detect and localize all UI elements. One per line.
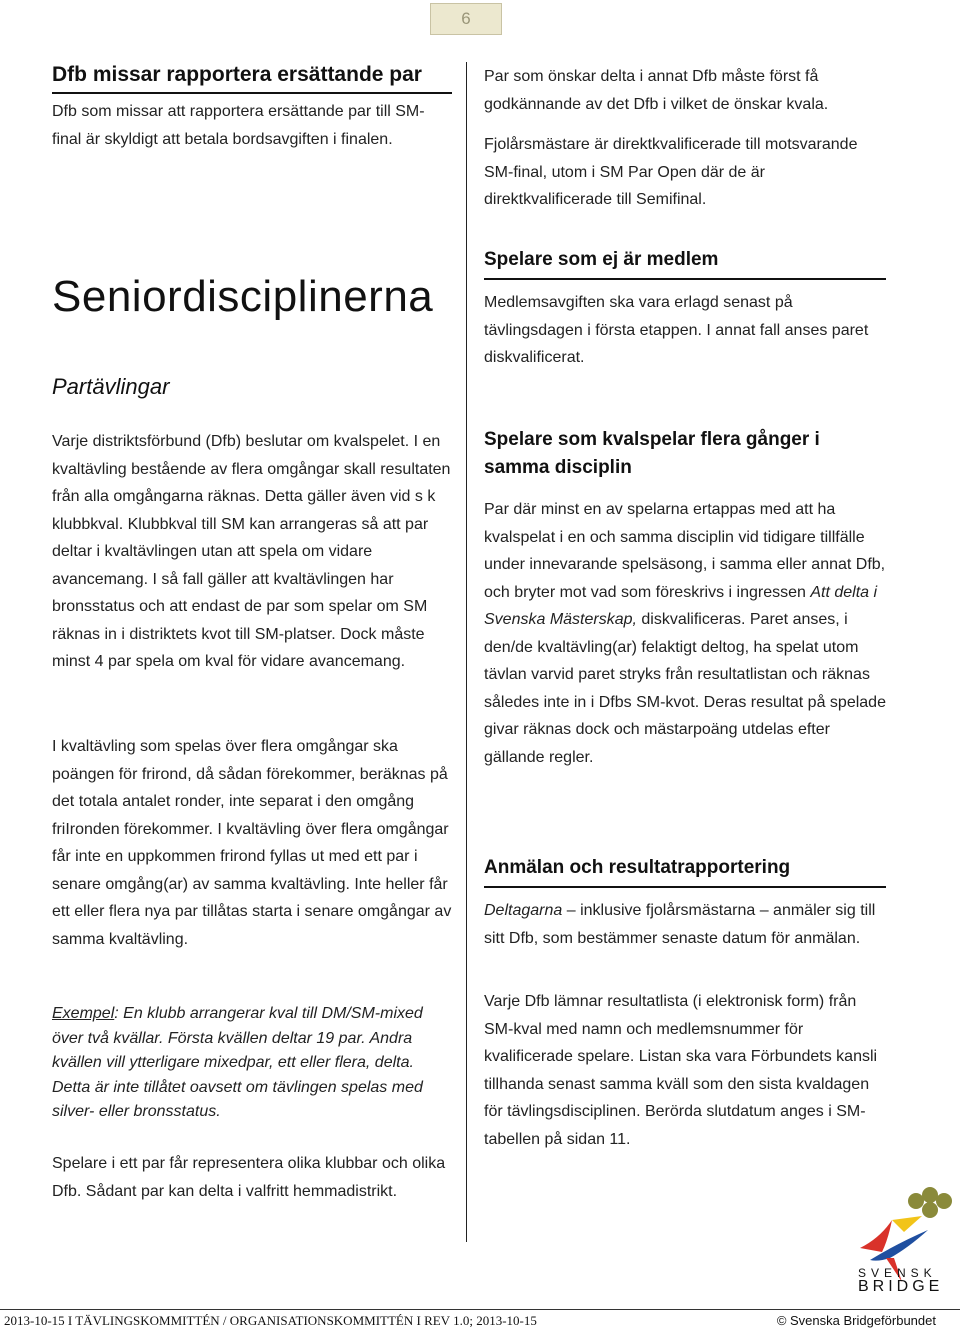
- example-text: : En klubb arrangerar kval till DM/SM-mixed över två kvällar. Första kvällen deltar 19 par. Andra kvällen vill ytterligare mixedpar, ett eller flera, delta. Detta är inte tillåtet oavsett om tävlingen spelas med silver- eller bronsstatus.: [52, 1005, 423, 1120]
- example-paragraph: [52, 1002, 444, 1125]
- logo-line-svensk: SVENSK: [858, 1266, 937, 1280]
- example-label: Exempel: [52, 1005, 115, 1022]
- paragraph-medlemsavgift: Medlemsavgiften ska vara erlagd senast på tävlingsdagen i första etappen. I annat fall anses paret diskvalificerat.: [484, 294, 869, 366]
- footer-left: 2013-10-15 I TÄVLINGSKOMMITTÉN / ORGANISATIONSKOMMITTÉN I REV 1.0; 2013-10-15: [4, 1313, 537, 1328]
- heading-kvalspelar-flera-ganger: Spelare som kvalspelar flera gånger i samma disciplin: [484, 429, 820, 478]
- heading-anmalan: Anmälan och resultatrapportering: [484, 854, 886, 888]
- logo-wordmark: [858, 1266, 943, 1294]
- subsection-title-partavlingar: Partävlingar: [52, 374, 170, 399]
- paragraph-kvalspel: Varje distriktsförbund (Dfb) beslutar om kvalspelet. I en kvaltävling bestående av flera omgångar skall resultaten från alla omgångarna räknas. Detta gäller även vid s k klubbkval. Klubbkval till SM kan arrangeras så att par deltar i kvaltävlingen utan att spela om vidare avancemang. I så fall gäller att kvaltävlingen har bronsstatus och att endast de par som spelar om SM räknas in i distriktets kvot till SM-platser. Dock måste minst 4 par spela om kval för vidare avancemang.: [52, 433, 451, 670]
- paragraph-dfb-missar: Dfb som missar att rapportera ersättande par till SM-final är skyldigt att betala bordsavgiften i finalen.: [52, 103, 425, 148]
- term-deltagarna: Deltagarna: [484, 902, 563, 919]
- text-part: Par där minst en av spelarna ertappas med att ha kvalspelat i en och samma disciplin vid tidigare tillfälle under innevarande spelsäsong, i samma eller annat Dfb, och bryter mot vad som föreskrivs i ingressen: [484, 501, 886, 601]
- paragraph-diskvalificeras: [484, 496, 886, 771]
- heading-ej-medlem: Spelare som ej är medlem: [484, 246, 886, 280]
- footer-copyright: © Svenska Bridgeförbundet: [776, 1313, 936, 1328]
- page-number-tab: 6: [430, 3, 502, 35]
- paragraph-annat-dfb: Par som önskar delta i annat Dfb måste först få godkännande av det Dfb i vilket de önskar kvala.: [484, 68, 829, 113]
- column-divider: [466, 62, 467, 1242]
- text-part: – inklusive fjolårsmästarna – anmäler sig till sitt Dfb, som bestämmer senaste datum för anmälan.: [484, 902, 876, 947]
- heading-dfb-missar: Dfb missar rapportera ersättande par: [52, 62, 452, 94]
- section-title-seniordisciplinerna: Seniordisciplinerna: [52, 272, 434, 321]
- paragraph-fjolarsmastare: Fjolårsmästare är direktkvalificerade till motsvarande SM-final, utom i SM Par Open där de är direktkvalificerade till Semifinal.: [484, 136, 858, 208]
- text-part: diskvalificeras. Paret anses, i den/de kvaltävling(ar) felaktigt deltog, ha spelat utom tävlan varvid paret stryks från resultatlistan och räknas således inte in i Dfbs SM-kvot. Deras resultat på spelade givar räknas dock och mästarpoäng utdelas efter gällande regler.: [484, 611, 886, 766]
- logo-line-bridge: BRIDGE: [858, 1278, 944, 1295]
- paragraph-olika-klubbar: Spelare i ett par får representera olika klubbar och olika Dfb. Sådant par kan delta i valfritt hemmadistrikt.: [52, 1155, 446, 1200]
- footer-rule: [0, 1309, 960, 1310]
- paragraph-deltagarna: [484, 897, 884, 952]
- paragraph-resultatlista: Varje Dfb lämnar resultatlista (i elektronisk form) från SM-kval med namn och medlemsnummer för kvalificerade spelare. Listan ska vara Förbundets kansli tillhanda senast samma kväll som den sista kvaldagen för tävlingsdisciplinen. Berörda slutdatum anges i SM-tabellen på sidan 11.: [484, 993, 878, 1148]
- reference-ingressen: Att delta i Svenska Mästerskap,: [484, 583, 878, 628]
- paragraph-frirond: I kvaltävling som spelas över flera omgångar ska poängen för frirond, då sådan förekommer, beräknas på det totala antalet ronder, inte separat i den omgång friIronden förekommer. I kvaltävling över flera omgångar får inte en uppkommen frirond fyllas ut med ett par i senare omgång(ar) av samma kvaltävling. Inte heller får ett eller flera nya par tillåtas starta i senare omgångar av samma kvaltävling.: [52, 738, 452, 948]
